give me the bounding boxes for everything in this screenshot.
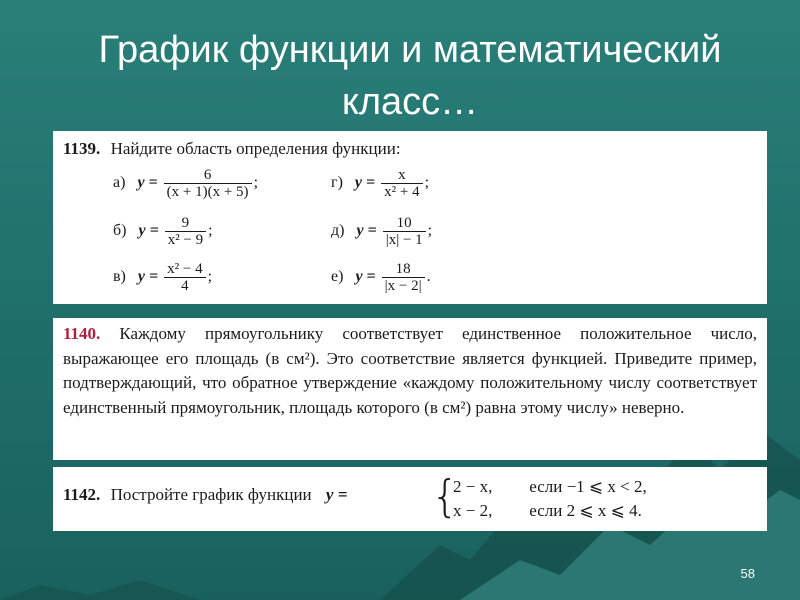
task-number: 1142. bbox=[63, 485, 101, 504]
piecewise-case-2: x − 2, если 2 ⩽ x ⩽ 4. bbox=[453, 501, 642, 520]
formula-item-v: в) y = $\frac{\text{x² − 4}}{4}$ ; bbox=[113, 261, 213, 294]
formula-item-e: е) y = $\frac{18}{|x - 2|}$ . bbox=[331, 261, 431, 294]
slide-title: График функции и математический класс… bbox=[98, 29, 722, 123]
task-1142-card bbox=[53, 467, 767, 531]
formula-item-b: б) y = $\frac{9}{\text{x² − 9}}$ ; bbox=[113, 215, 213, 248]
piecewise-brace: { bbox=[431, 471, 459, 522]
task-prompt: Постройте график функции bbox=[110, 485, 312, 504]
task-1139-card bbox=[53, 131, 767, 304]
task-1140-card bbox=[53, 318, 767, 460]
task-prompt: Найдите область определения функции: bbox=[110, 139, 401, 158]
formula-item-a: а) y = $\frac{6}{(x + 1)(x + 5)}$ ; bbox=[113, 167, 259, 200]
task-number: 1140. bbox=[63, 324, 101, 343]
task-number: 1139. bbox=[63, 139, 101, 158]
function-y: y = bbox=[325, 485, 348, 504]
task-text: Каждому прямоугольнику соответствует единственное положительное число, выражающее его площадь (в см²). Это соответствие является функцией. Приведите пример, подтверждающий, что обратное утверждение «каждому положительному числу соответствует единственный прямоугольник, площадь которого (в см²) равна этому числу» неверно. bbox=[63, 324, 757, 417]
formula-item-d: д) y = $\frac{10}{|x| - 1}$ ; bbox=[331, 215, 433, 248]
formula-item-g: г) y = $\frac{x}{\text{x² + 4}}$ ; bbox=[331, 167, 430, 200]
piecewise-case-1: 2 − x, если −1 ⩽ x < 2, bbox=[453, 477, 647, 496]
page-number: 58 bbox=[740, 566, 755, 581]
